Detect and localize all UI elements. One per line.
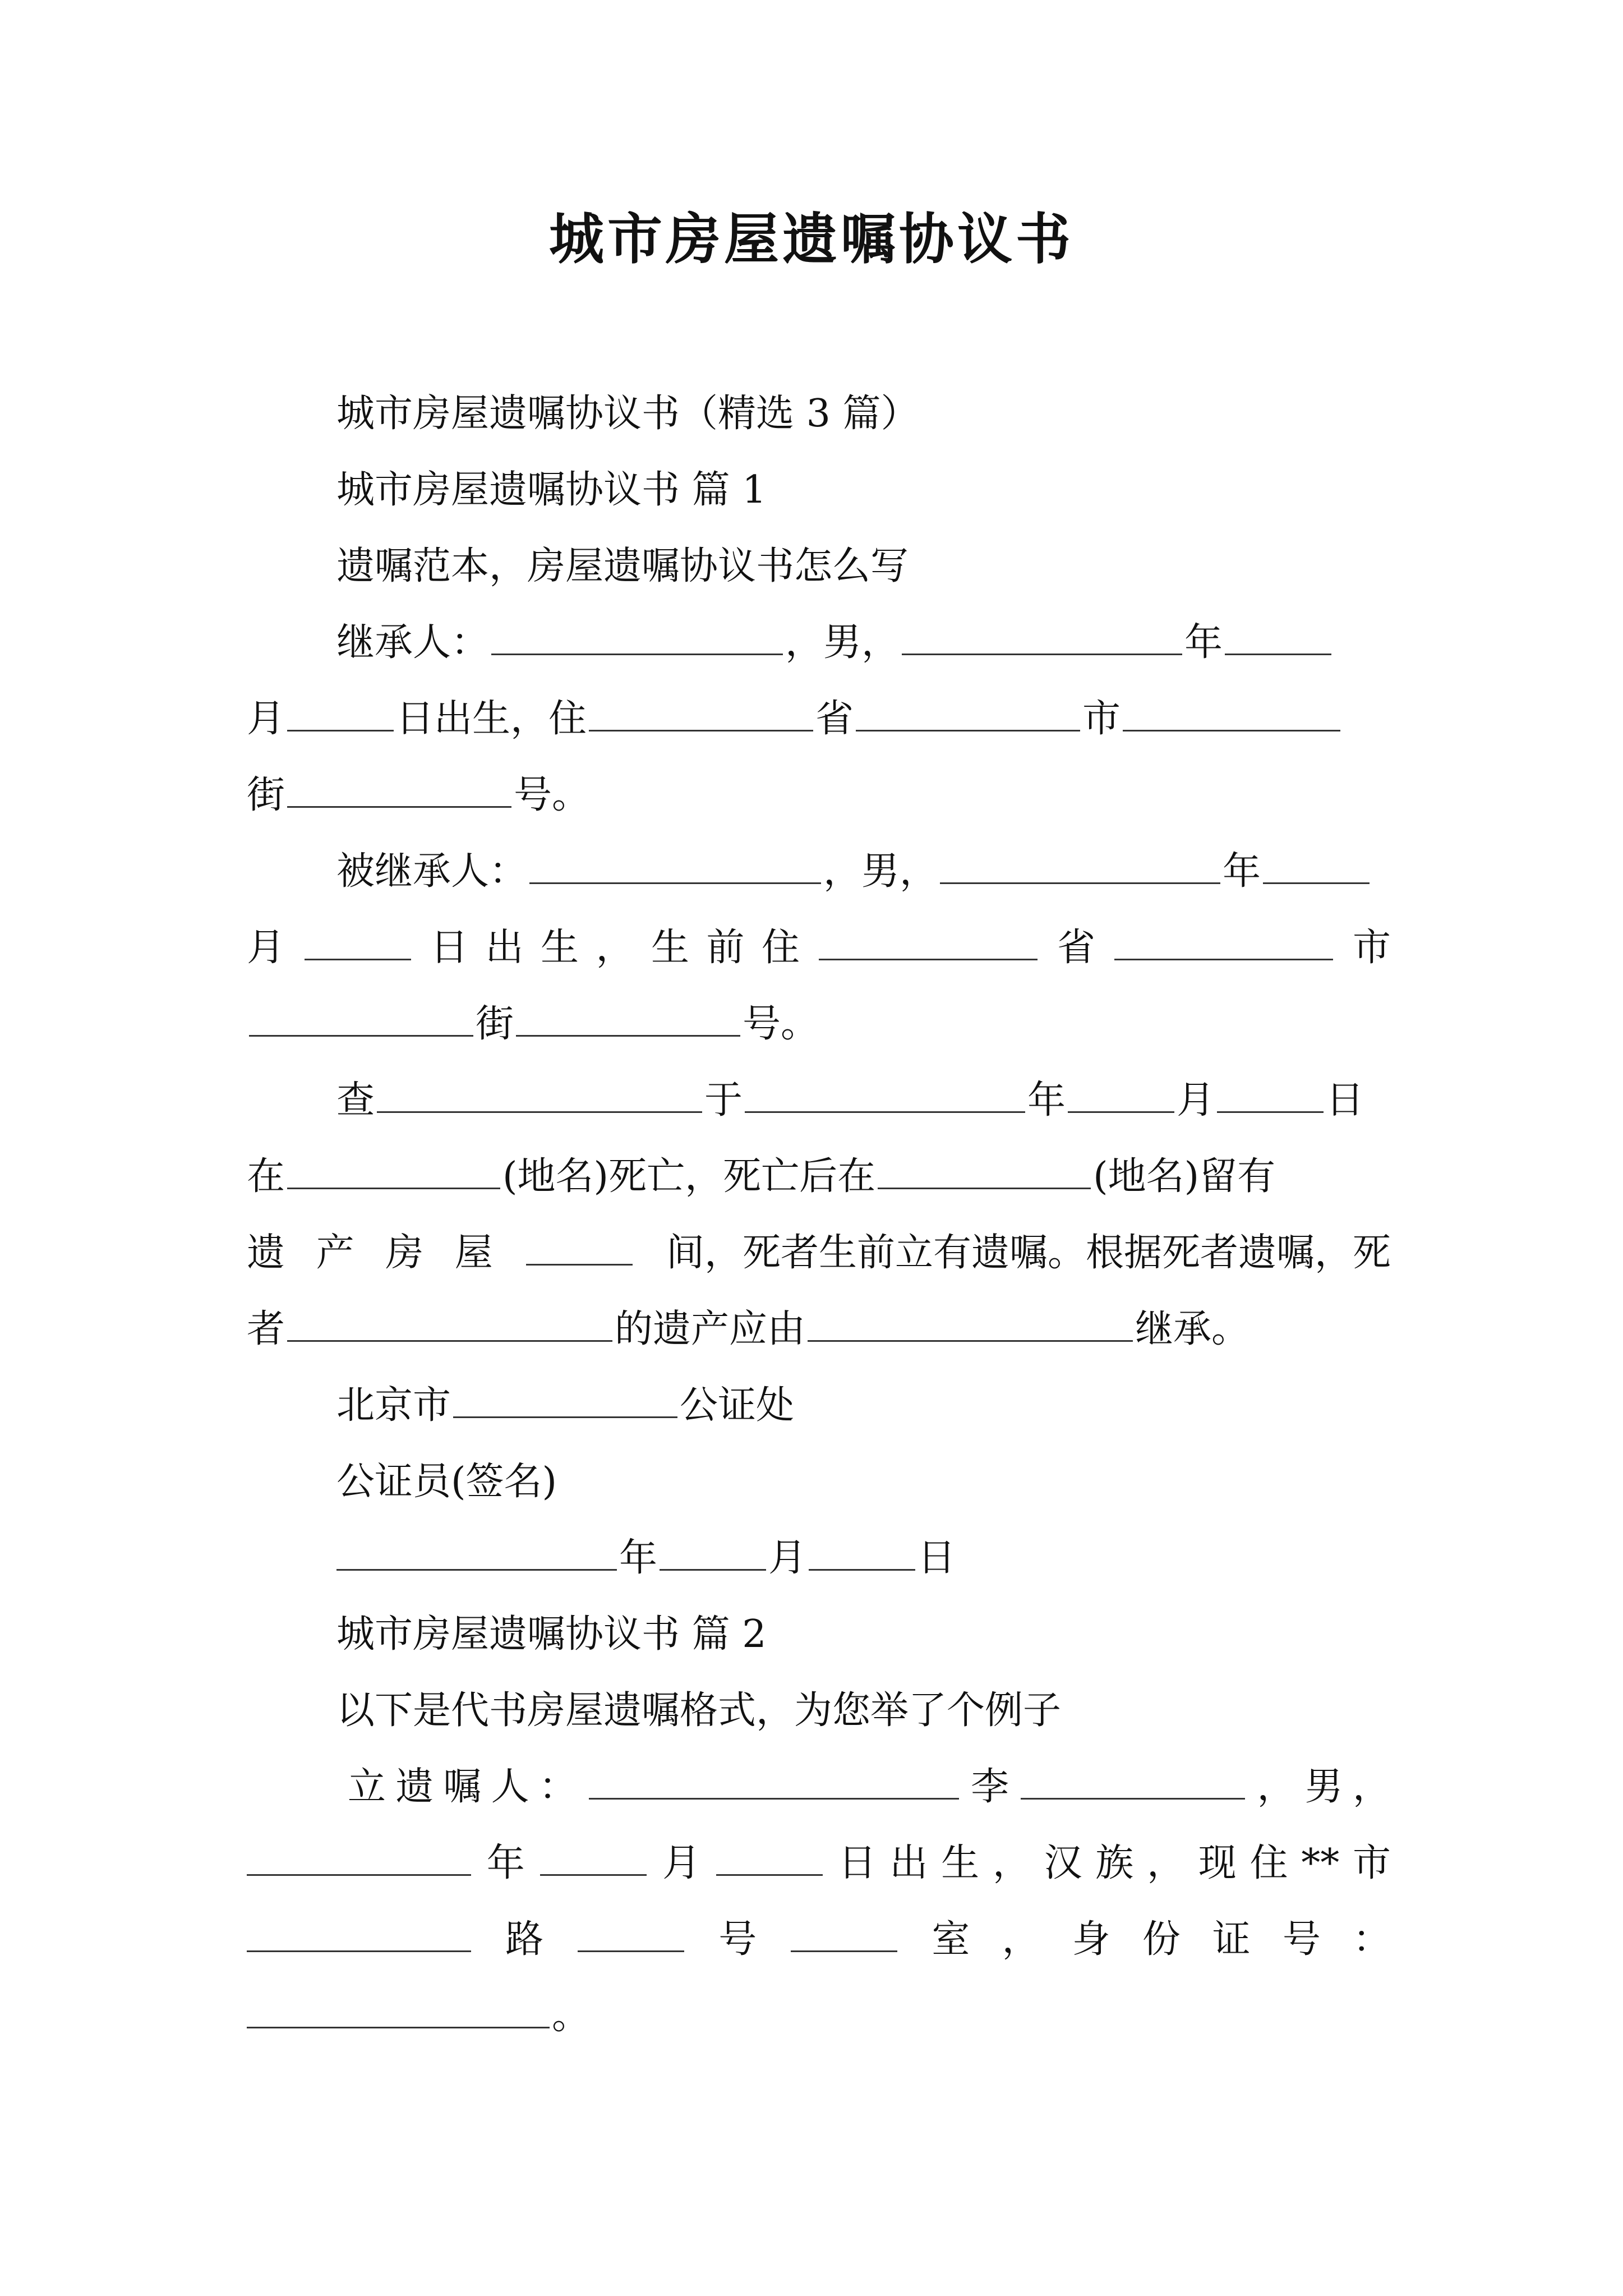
room-count-blank	[526, 1227, 633, 1266]
death-month-blank	[1068, 1074, 1174, 1113]
heir-line-3: 街 号。	[247, 757, 1391, 834]
decedent-line-1: 被继承人： ，男， 年	[336, 834, 1391, 910]
birth-day-blank	[287, 693, 394, 731]
death-place-blank	[287, 1151, 500, 1189]
street-number-blank	[287, 769, 511, 808]
decedent-year-blank	[940, 845, 1220, 884]
testator-line-3: 路 号 室 ， 身 份 证 号 ：	[247, 1902, 1391, 1978]
birth-year-blank	[902, 616, 1182, 655]
notary-year-blank	[336, 1532, 617, 1571]
decedent-name-blank	[529, 845, 821, 884]
section-1-heading: 城市房屋遗嘱协议书 篇 1	[336, 468, 767, 512]
decedent-province-blank	[819, 922, 1038, 960]
section-2-heading: 城市房屋遗嘱协议书 篇 2	[336, 1612, 767, 1657]
province-blank	[589, 693, 813, 731]
section-2-intro: 以下是代书房屋遗嘱格式，为您举了个例子	[336, 1688, 1062, 1733]
investigation-line-4: 者 的遗产应由 继承。	[247, 1291, 1391, 1368]
notary-month-blank	[660, 1532, 766, 1571]
investigated-name-blank	[377, 1074, 702, 1113]
decedent-line-3: 街 号。	[247, 986, 1391, 1062]
testator-month-blank	[540, 1837, 647, 1876]
birth-month-blank	[1225, 616, 1331, 655]
city-blank	[856, 693, 1080, 731]
heir-name-blank	[491, 616, 783, 655]
investigation-line-3: 遗 产 房 屋 间，死者生前立有遗嘱。根据死者遗嘱，死	[247, 1215, 1391, 1291]
notary-signature-line: 公证员(签名)	[336, 1460, 557, 1504]
inheritor-name-blank	[808, 1303, 1133, 1342]
testator-day-blank	[716, 1837, 823, 1876]
road-name-blank	[247, 1913, 471, 1952]
testator-name-blank	[589, 1761, 959, 1800]
heir-line-1: 继承人： ，男， 年	[336, 605, 1391, 681]
decedent-month-blank	[1263, 845, 1370, 884]
heir-line-2: 月 日出生，住 省 市	[247, 681, 1391, 757]
document-subtitle: 城市房屋遗嘱协议书（精选 3 篇）	[336, 392, 919, 436]
decedent-city-blank	[1114, 922, 1333, 960]
street-blank-1	[1123, 693, 1340, 731]
testator-line-4: 。	[247, 1978, 1391, 2054]
deceased-name-blank	[287, 1303, 612, 1342]
notary-date-line: 年 月 日	[336, 1520, 1391, 1596]
page-title: 城市房屋遗嘱协议书	[548, 207, 1074, 272]
testator-given-name-blank	[1021, 1761, 1245, 1800]
testator-year-blank	[247, 1837, 471, 1876]
decedent-street-name-blank	[249, 998, 473, 1037]
investigation-line-2: 在 (地名)死亡，死亡后在 (地名)留有	[247, 1139, 1391, 1215]
road-number-blank	[578, 1913, 684, 1952]
room-number-blank	[791, 1913, 897, 1952]
testator-line-2: 年 月 日 出 生 ， 汉 族 ， 现 住 ** 市	[247, 1825, 1391, 1902]
death-day-blank	[1217, 1074, 1324, 1113]
id-number-blank	[247, 1990, 550, 2028]
estate-place-blank	[878, 1151, 1091, 1189]
decedent-street-number-blank	[516, 998, 740, 1037]
decedent-line-2: 月 日 出 生 ， 生 前 住 省 市	[247, 910, 1391, 986]
testator-line-1: 立 遗 嘱 人 ： 李 ， 男 ，	[348, 1749, 1391, 1825]
notary-office-blank	[453, 1379, 677, 1418]
decedent-day-blank	[305, 922, 411, 960]
notary-day-blank	[809, 1532, 915, 1571]
notary-office-line: 北京市 公证处	[336, 1368, 1391, 1444]
investigation-line-1: 查 于 年 月 日	[336, 1062, 1391, 1139]
death-year-blank	[745, 1074, 1025, 1113]
section-1-intro: 遗嘱范本，房屋遗嘱协议书怎么写	[336, 544, 909, 588]
